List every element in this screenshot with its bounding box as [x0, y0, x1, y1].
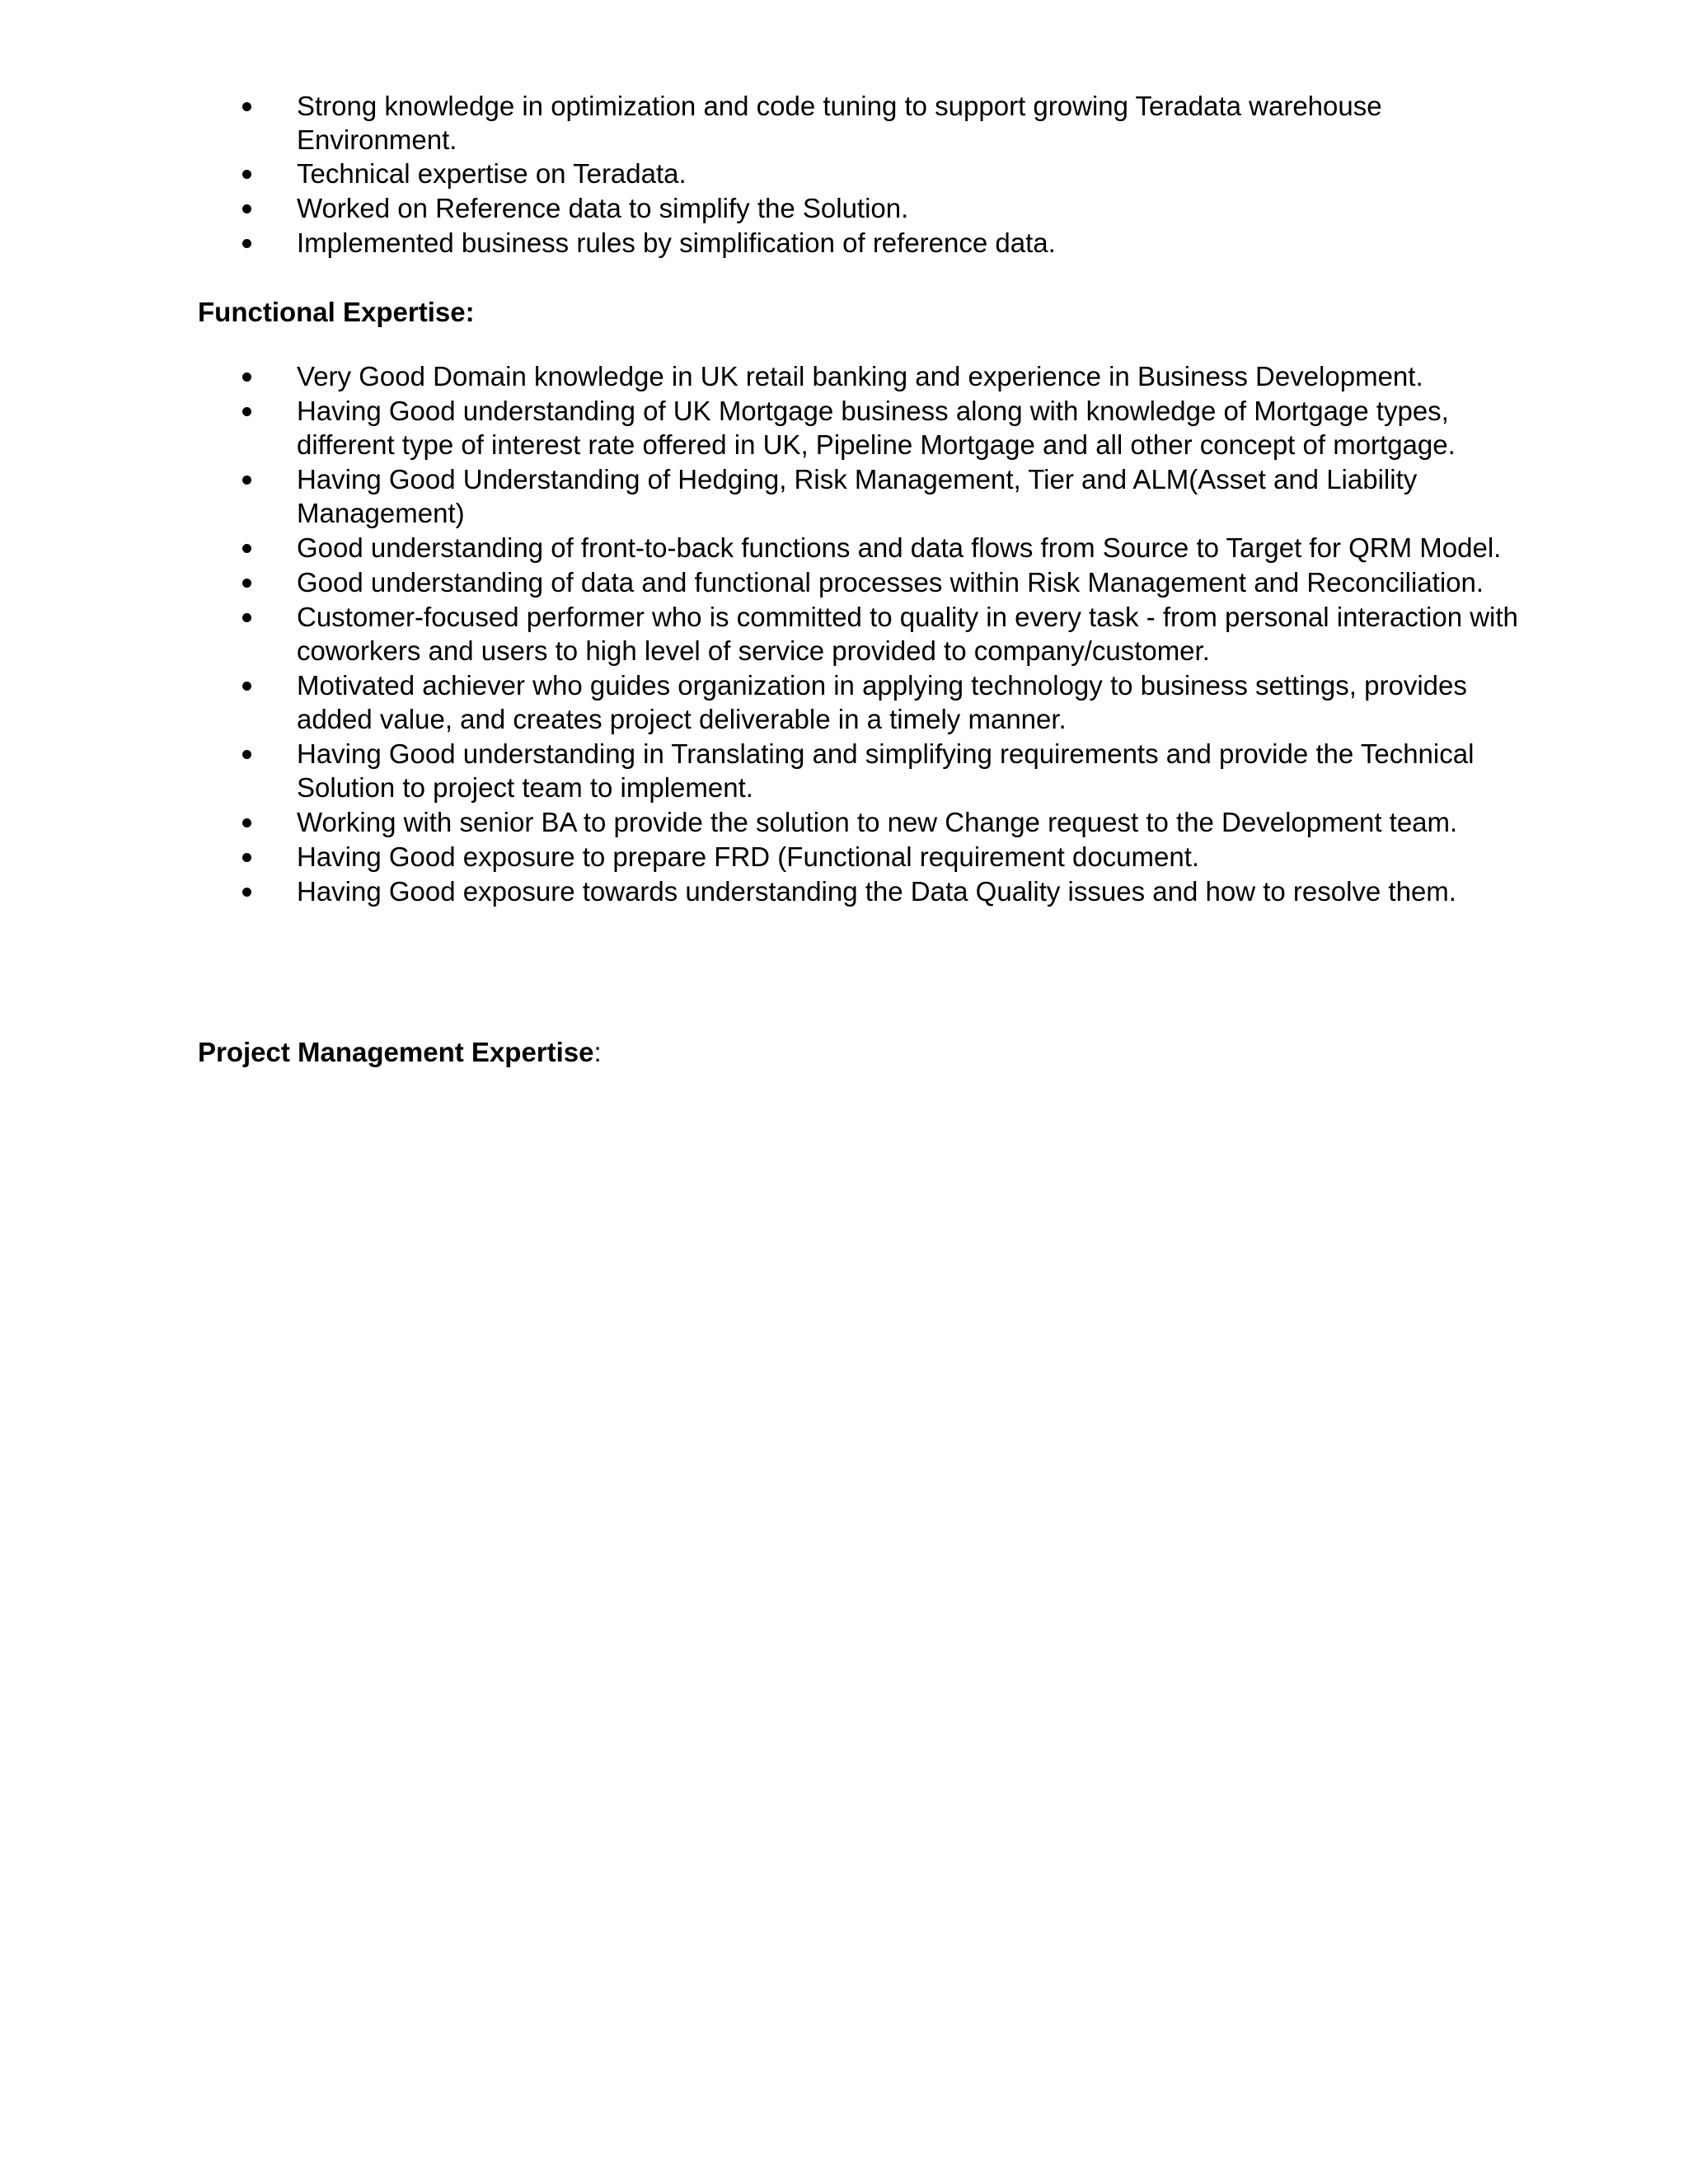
list-item — [198, 226, 1533, 260]
list-item — [198, 737, 1533, 804]
functional-expertise-heading: Functional Expertise: — [198, 297, 475, 327]
list-item — [198, 840, 1533, 874]
list-item-text: Motivated achiever who guides organization in applying technology to business settings, provides added value, and creates project deliverable in a timely manner. — [297, 670, 1467, 734]
list-item-text: Having Good understanding of UK Mortgage business along with knowledge of Mortgage types, different type of interest rate offered in UK, Pipeline Mortgage and all other concept of mortgage. — [297, 396, 1456, 460]
bullet-icon — [242, 613, 251, 622]
bullet-icon — [242, 544, 251, 553]
bullet-icon — [242, 682, 251, 691]
bullet-icon — [242, 239, 251, 248]
bullet-icon — [242, 204, 251, 213]
bullet-icon — [242, 102, 251, 111]
list-item — [198, 394, 1533, 462]
project-management-heading-text: Project Management Expertise — [198, 1037, 594, 1067]
list-item — [198, 191, 1533, 225]
bullet-icon — [242, 579, 251, 588]
bullet-icon — [242, 373, 251, 382]
list-item-text: Having Good understanding in Translating and simplifying requirements and provide the Technical Solution to project team to implement. — [297, 738, 1475, 803]
list-item-text: Having Good exposure towards understanding the Data Quality issues and how to resolve them. — [297, 876, 1456, 907]
list-item — [198, 668, 1533, 736]
list-item-text: Working with senior BA to provide the solution to new Change request to the Development team. — [297, 807, 1458, 837]
list-item — [198, 874, 1533, 908]
bullet-icon — [242, 888, 251, 897]
list-item-text: Customer-focused performer who is committed to quality in every task - from personal interaction with coworkers and users to high level of service provided to company/customer. — [297, 602, 1518, 666]
list-item-text: Good understanding of data and functional processes within Risk Management and Reconciliation. — [297, 567, 1484, 598]
bullet-icon — [242, 818, 251, 827]
list-item — [198, 157, 1533, 190]
list-item — [198, 359, 1533, 393]
bullet-icon — [242, 853, 251, 862]
list-item-text: Good understanding of front-to-back functions and data flows from Source to Target for QRM Model. — [297, 532, 1502, 563]
list-item-text: Strong knowledge in optimization and code tuning to support growing Teradata warehouse Environment. — [297, 91, 1382, 155]
list-item-text: Implemented business rules by simplification of reference data. — [297, 227, 1056, 258]
functional-expertise-list — [198, 359, 1533, 908]
list-item-text: Worked on Reference data to simplify the Solution. — [297, 193, 909, 223]
project-management-heading-colon: : — [593, 1037, 602, 1067]
list-item — [198, 805, 1533, 839]
list-item — [198, 531, 1533, 565]
functional-expertise-section — [198, 359, 1533, 909]
list-item-text: Having Good exposure to prepare FRD (Functional requirement document. — [297, 841, 1200, 872]
bullet-icon — [242, 476, 251, 485]
list-item — [198, 600, 1533, 668]
project-management-heading — [198, 1035, 602, 1069]
list-item — [198, 462, 1533, 530]
list-item-text: Technical expertise on Teradata. — [297, 158, 687, 189]
bullet-icon — [242, 407, 251, 416]
technical-expertise-list — [198, 89, 1533, 260]
list-item — [198, 89, 1533, 157]
list-item-text: Having Good Understanding of Hedging, Risk Management, Tier and ALM(Asset and Liability Management) — [297, 464, 1418, 528]
bullet-icon — [242, 750, 251, 759]
list-item — [198, 565, 1533, 599]
technical-expertise-section — [198, 89, 1533, 260]
bullet-icon — [242, 170, 251, 179]
list-item-text: Very Good Domain knowledge in UK retail banking and experience in Business Development. — [297, 361, 1423, 391]
